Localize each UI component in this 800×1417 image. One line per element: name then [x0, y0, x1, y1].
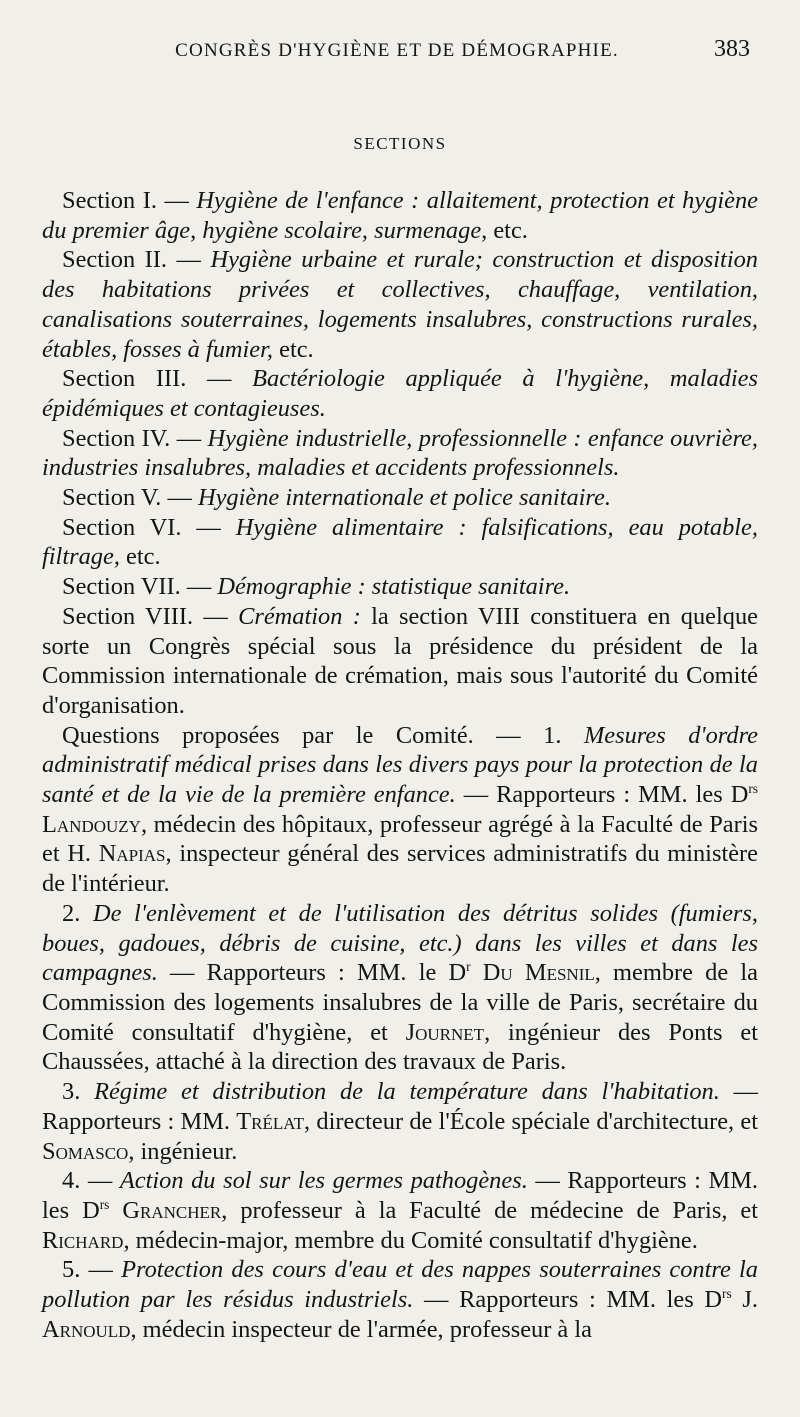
page-header	[44, 36, 750, 68]
section-paragraph: Section II. — Hygiène urbaine et rurale; construction et disposition des habitations privées et collectives, chauffage, ventilation, canalisations souterraines, logements insalubres, constructions rurales, étables, fosses à fumier, etc.	[42, 246, 759, 363]
question-paragraph: 2. De l'enlèvement et de l'utilisation des détritus solides (fumiers, boues, gadoues, débris de cuisine, etc.) dans les villes et dans les campagnes. — Rapporteurs : MM. le $D^r$ Du Mesnil, membre de la Commission des logements insalubres de la ville de Paris, secrétaire du Comité consultatif d'hygiène, et Journet, ingénieur des Ponts et Chaussées, attaché à la direction des travaux de Paris.	[42, 899, 759, 1076]
running-title: CONGRÈS D'HYGIÈNE ET DE DÉMOGRAPHIE.	[175, 40, 619, 61]
rapporteur-name: Grancher	[122, 1196, 222, 1224]
section-paragraph: Section V. — Hygiène internationale et police sanitaire.	[62, 484, 611, 512]
rapporteur-name: Richard	[42, 1226, 124, 1254]
page-number: 383	[714, 36, 750, 62]
section-paragraph: Section VII. — Démographie : statistique sanitaire.	[62, 573, 571, 601]
rapporteur-name: Somasco	[42, 1137, 129, 1165]
rapporteur-name: Napias	[98, 840, 166, 868]
sections-heading: SECTIONS	[353, 134, 447, 153]
section-paragraph: Section III. — Bactériologie appliquée à l'hygiène, maladies épidémiques et contagieuses.	[42, 365, 758, 422]
section-paragraph: Section IV. — Hygiène industrielle, professionnelle : enfance ouvrière, industries insalubres, maladies et accidents professionnels.	[42, 424, 758, 482]
rapporteur-name: Du Mesnil	[482, 959, 595, 987]
question-paragraph: 4. — Action du sol sur les germes pathogènes. — Rapporteurs : MM. les $D^{rs}$ Grancher, professeur à la Faculté de médecine de Paris, et Richard, médecin-major, membre du Comité consultatif d'hygiène.	[42, 1167, 759, 1254]
rapporteur-name: Landouzy	[42, 810, 141, 838]
section-paragraph: Section VI. — Hygiène alimentaire : falsifications, eau potable, filtrage, etc.	[42, 513, 758, 571]
rapporteur-name: Arnould	[42, 1315, 131, 1343]
question-paragraph: Questions proposées par le Comité. — 1. Mesures d'ordre administratif médical prises dans les divers pays pour la protection de la santé et de la vie de la première enfance. — Rapporteurs : MM. les $D^{rs}$ Landouzy, médecin des hôpitaux, professeur agrégé à la Faculté de Paris et H. Napias, inspecteur général des services administratifs du ministère de l'intérieur.	[42, 721, 759, 898]
question-paragraph: 5. — Protection des cours d'eau et des nappes souterraines contre la pollution par les résidus industriels. — Rapporteurs : MM. les $D^{rs}$ J. Arnould, médecin inspecteur de l'armée, professeur à la	[42, 1256, 758, 1343]
section-paragraph: Section VIII. — Crémation : la section VIII constituera en quelque sorte un Congrès spécial sous la présidence du président de la Commission internationale de crémation, mais sous l'autorité du Comité d'organisation.	[42, 602, 758, 719]
section-paragraph: Section I. — Hygiène de l'enfance : allaitement, protection et hygiène du premier âge, hygiène scolaire, surmenage, etc.	[42, 187, 758, 244]
question-paragraph: 3. Régime et distribution de la température dans l'habitation. — Rapporteurs : MM. Trélat, directeur de l'École spéciale d'architecture, et Somasco, ingénieur.	[42, 1078, 759, 1165]
rapporteur-name: Trélat	[236, 1107, 305, 1135]
rapporteur-name: Journet	[405, 1018, 485, 1046]
body-text	[42, 186, 758, 1344]
